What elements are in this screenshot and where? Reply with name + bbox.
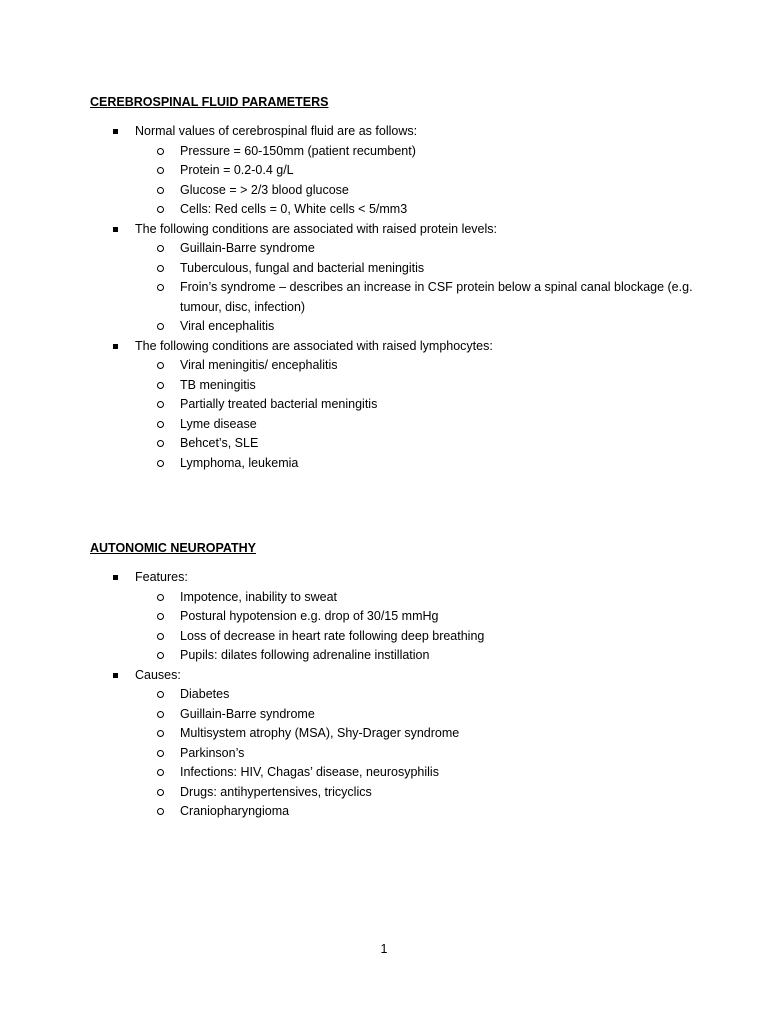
- sub-bullet-item: [135, 395, 710, 415]
- page-number: 1: [380, 942, 388, 956]
- sub-bullet-item: [135, 200, 710, 220]
- sub-bullet-item: [135, 744, 710, 764]
- circle-bullet-icon: [157, 633, 164, 640]
- sub-bullet-item: [135, 588, 710, 608]
- sub-bullet-text: Lyme disease: [180, 416, 257, 431]
- section-heading: AUTONOMIC NEUROPATHY: [90, 541, 256, 555]
- circle-bullet-icon: [157, 323, 164, 330]
- circle-bullet-icon: [157, 440, 164, 447]
- circle-bullet-icon: [157, 187, 164, 194]
- square-bullet-icon: [113, 227, 118, 232]
- circle-bullet-icon: [157, 789, 164, 796]
- circle-bullet-icon: [157, 750, 164, 757]
- bullet-text: The following conditions are associated with raised protein levels:: [135, 221, 497, 236]
- sub-bullet-text: Froin’s syndrome – describes an increase in CSF protein below a spinal canal blockage (e.g. tumour, disc, infection): [180, 280, 693, 314]
- sub-bullet-item: [135, 724, 710, 744]
- sub-bullet-text: Lymphoma, leukemia: [180, 455, 299, 470]
- sub-bullet-item: [135, 356, 710, 376]
- sub-bullet-text: TB meningitis: [180, 377, 256, 392]
- sub-bullet-item: [135, 278, 710, 317]
- bullet-item: [90, 337, 710, 474]
- sub-bullet-item: [135, 239, 710, 259]
- bullet-item: [90, 220, 710, 337]
- bullet-text: The following conditions are associated with raised lymphocytes:: [135, 338, 493, 353]
- sub-bullet-text: Parkinson’s: [180, 745, 245, 760]
- square-bullet-icon: [113, 129, 118, 134]
- circle-bullet-icon: [157, 401, 164, 408]
- sub-bullet-text: Protein = 0.2-0.4 g/L: [180, 163, 294, 177]
- sub-bullet-item: [135, 685, 710, 705]
- sub-bullet-text: Drugs: antihypertensives, tricyclics: [180, 784, 372, 799]
- section-autonomic-neuropathy: [90, 538, 710, 822]
- sub-bullet-item: [135, 802, 710, 822]
- sub-bullet-list: [135, 239, 710, 337]
- circle-bullet-icon: [157, 382, 164, 389]
- circle-bullet-icon: [157, 284, 164, 291]
- circle-bullet-icon: [157, 652, 164, 659]
- sub-bullet-item: [135, 434, 710, 454]
- sub-bullet-text: Guillain-Barre syndrome: [180, 706, 315, 721]
- sub-bullet-item: [135, 627, 710, 647]
- sub-bullet-list: [135, 685, 710, 822]
- sub-bullet-item: [135, 763, 710, 783]
- circle-bullet-icon: [157, 769, 164, 776]
- sub-bullet-text: Viral encephalitis: [180, 319, 275, 333]
- sub-bullet-item: [135, 607, 710, 627]
- sub-bullet-text: Loss of decrease in heart rate following deep breathing: [180, 628, 485, 643]
- bullet-list: [90, 122, 710, 473]
- bullet-item: [90, 568, 710, 666]
- sub-bullet-text: Pupils: dilates following adrenaline instillation: [180, 648, 430, 662]
- sub-bullet-list: [135, 588, 710, 666]
- circle-bullet-icon: [157, 711, 164, 718]
- sub-bullet-item: [135, 646, 710, 666]
- sub-bullet-text: Diabetes: [180, 687, 230, 701]
- circle-bullet-icon: [157, 167, 164, 174]
- sub-bullet-text: Impotence, inability to sweat: [180, 589, 338, 604]
- bullet-text: Features:: [135, 570, 188, 584]
- bullet-text: Causes:: [135, 667, 181, 682]
- sub-bullet-item: [135, 454, 710, 474]
- sub-bullet-text: Infections: HIV, Chagas’ disease, neurosyphilis: [180, 765, 439, 779]
- circle-bullet-icon: [157, 245, 164, 252]
- sub-bullet-item: [135, 415, 710, 435]
- sub-bullet-text: Glucose = > 2/3 blood glucose: [180, 182, 349, 197]
- sub-bullet-item: [135, 376, 710, 396]
- bullet-item: [90, 122, 710, 220]
- circle-bullet-icon: [157, 265, 164, 272]
- square-bullet-icon: [113, 575, 118, 580]
- sub-bullet-item: [135, 317, 710, 337]
- sub-bullet-item: [135, 259, 710, 279]
- sub-bullet-list: [135, 142, 710, 220]
- bullet-item: [90, 666, 710, 822]
- sub-bullet-item: [135, 181, 710, 201]
- sub-bullet-item: [135, 142, 710, 162]
- sub-bullet-text: Craniopharyngioma: [180, 804, 290, 818]
- sub-bullet-text: Cells: Red cells = 0, White cells < 5/mm3: [180, 202, 408, 216]
- sub-bullet-item: [135, 783, 710, 803]
- section-csf-parameters: [90, 92, 710, 473]
- sub-bullet-text: Pressure = 60-150mm (patient recumbent): [180, 143, 416, 158]
- bullet-text: Normal values of cerebrospinal fluid are as follows:: [135, 124, 418, 138]
- sub-bullet-text: Behcet’s, SLE: [180, 436, 259, 450]
- sub-bullet-item: [135, 705, 710, 725]
- circle-bullet-icon: [157, 613, 164, 620]
- circle-bullet-icon: [157, 148, 164, 155]
- sub-bullet-text: Partially treated bacterial meningitis: [180, 397, 378, 411]
- circle-bullet-icon: [157, 808, 164, 815]
- sub-bullet-text: Viral meningitis/ encephalitis: [180, 358, 338, 372]
- sub-bullet-item: [135, 161, 710, 181]
- sub-bullet-text: Postural hypotension e.g. drop of 30/15 mmHg: [180, 609, 439, 623]
- circle-bullet-icon: [157, 362, 164, 369]
- circle-bullet-icon: [157, 730, 164, 737]
- circle-bullet-icon: [157, 206, 164, 213]
- square-bullet-icon: [113, 673, 118, 678]
- circle-bullet-icon: [157, 460, 164, 467]
- bullet-list: [90, 568, 710, 822]
- sub-bullet-text: Guillain-Barre syndrome: [180, 241, 315, 255]
- sub-bullet-text: Multisystem atrophy (MSA), Shy-Drager syndrome: [180, 726, 460, 740]
- circle-bullet-icon: [157, 691, 164, 698]
- circle-bullet-icon: [157, 421, 164, 428]
- circle-bullet-icon: [157, 594, 164, 601]
- square-bullet-icon: [113, 344, 118, 349]
- sub-bullet-list: [135, 356, 710, 473]
- sub-bullet-text: Tuberculous, fungal and bacterial meningitis: [180, 260, 425, 275]
- section-heading: CEREBROSPINAL FLUID PARAMETERS: [90, 95, 329, 109]
